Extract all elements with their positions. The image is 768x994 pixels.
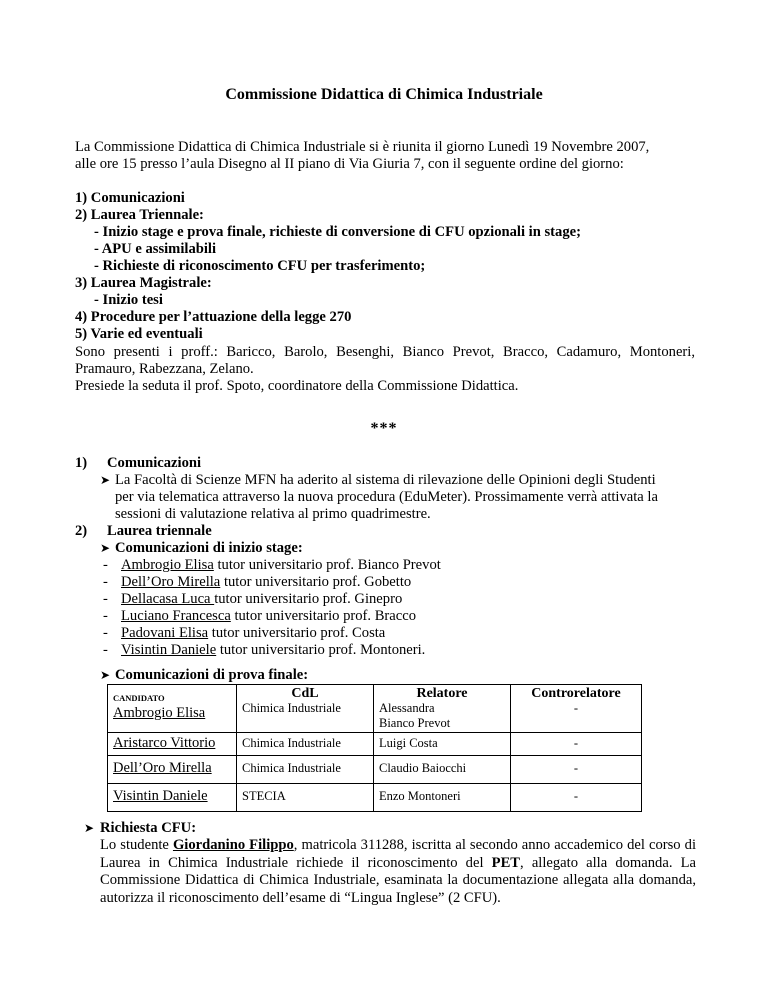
student-name: Dell’Oro Mirella (121, 574, 221, 590)
section-1-text-line-3: sessioni di valutazione relativa al primo quadrimestre. (115, 506, 431, 522)
student-name: Visintin Daniele (121, 642, 217, 658)
presence-line-1: Sono presenti i proff.: Baricco, Barolo, Besenghi, Bianco Prevot, Bracco, Cadamuro, Montoneri, (75, 344, 695, 360)
agenda-subitem: - Inizio tesi (94, 292, 163, 308)
candidate-name: Ambrogio Elisa (113, 705, 206, 721)
presence-line-2: Pramauro, Rabezzana, Zelano. (75, 361, 254, 377)
agenda-item-1: 1) Comunicazioni (75, 190, 185, 206)
stage-item (121, 557, 441, 574)
stage-item: - (103, 591, 108, 607)
controrelatore-cell: - (511, 756, 642, 784)
final-exam-table (107, 684, 642, 812)
controrelatore-cell: - (511, 784, 642, 812)
stage-item (121, 574, 411, 591)
table-header-row (108, 685, 642, 733)
candidate-name: Dell’Oro Mirella (108, 756, 237, 784)
stage-item (121, 608, 416, 625)
agenda-subitem: - Inizio stage e prova finale, richieste di conversione di CFU opzionali in stage; (94, 224, 581, 240)
relatore-line: Bianco Prevot (379, 716, 451, 730)
cfu-text: , allegato alla domanda. La Commissione Didattica di Chimica Industriale, esaminata la documentazione allegata alla domanda, autorizza il riconoscimento dell’esame di “Lingua Inglese” (2 CFU). (100, 854, 696, 906)
controrelatore-cell: - (573, 701, 579, 715)
table-row (108, 756, 642, 784)
section-2-number: 2) (75, 523, 88, 539)
cfu-text: , matricola 311288, iscritta al secondo anno accademico del corso di Laurea in Chimica Industriale richiede il riconoscimento del (100, 837, 697, 871)
section-2-heading: Laurea triennale (107, 523, 212, 539)
table-row (108, 784, 642, 812)
stage-heading: Comunicazioni di inizio stage: (115, 540, 303, 556)
agenda-subitem: - Richieste di riconoscimento CFU per trasferimento; (94, 258, 426, 274)
section-1-text-line-2: per via telematica attraverso la nuova procedura (EduMeter). Prossimamente verrà attivata la (115, 489, 658, 505)
candidate-name: Aristarco Vittorio (108, 733, 237, 756)
agenda-item-4: 4) Procedure per l’attuazione della legge 270 (75, 309, 352, 325)
stage-tutor: tutor universitario prof. Gobetto (220, 574, 412, 590)
agenda-item-2: 2) Laurea Triennale: (75, 207, 204, 223)
arrow-bullet-icon: ➤ (100, 668, 111, 682)
table-header-cell: CANDIDATO Ambrogio Elisa (108, 685, 237, 733)
stage-item: - (103, 557, 108, 573)
intro-line-1: La Commissione Didattica di Chimica Industriale si è riunita il giorno Lunedì 19 Novembre 2007, (75, 139, 650, 155)
relatore-cell: Enzo Montoneri (374, 784, 511, 812)
cfu-paragraph (100, 837, 696, 907)
stage-item: - (103, 574, 108, 590)
final-exam-heading: Comunicazioni di prova finale: (115, 667, 309, 683)
student-name: Luciano Francesca (121, 608, 231, 624)
cdl-cell: STECIA (237, 784, 374, 812)
agenda-item-3: 3) Laurea Magistrale: (75, 275, 212, 291)
arrow-bullet-icon: ➤ (84, 821, 95, 835)
arrow-bullet-icon: ➤ (100, 541, 111, 555)
presence-line-3: Presiede la seduta il prof. Spoto, coordinatore della Commissione Didattica. (75, 378, 519, 394)
relatore-line: Alessandra (379, 701, 435, 715)
stage-tutor: tutor universitario prof. Bracco (230, 608, 417, 624)
arrow-bullet-icon: ➤ (100, 473, 111, 487)
stage-tutor: tutor universitario prof. Costa (208, 625, 386, 641)
student-name: Giordanino Filippo (172, 837, 294, 853)
cfu-text: Lo studente (100, 837, 173, 853)
stage-tutor: tutor universitario prof. Ginepro (214, 591, 403, 607)
student-name: Ambrogio Elisa (121, 557, 214, 573)
student-name: Padovani Elisa (121, 625, 209, 641)
table-header-cell: Relatore Alessandra Bianco Prevot (374, 685, 511, 733)
cdl-cell: Chimica Industriale (242, 701, 341, 715)
candidate-name: Visintin Daniele (108, 784, 237, 812)
stage-item (121, 591, 402, 608)
stage-item (121, 625, 385, 642)
cdl-cell: Chimica Industriale (237, 756, 374, 784)
table-header-cell: CdL Chimica Industriale (237, 685, 374, 733)
agenda-subitem: - APU e assimilabili (94, 241, 217, 257)
student-name: Dellacasa Luca (121, 591, 215, 607)
stage-tutor: tutor universitario prof. Montoneri. (216, 642, 426, 658)
stage-item: - (103, 608, 108, 624)
table-row (108, 733, 642, 756)
relatore-cell: Luigi Costa (374, 733, 511, 756)
cdl-cell: Chimica Industriale (237, 733, 374, 756)
controrelatore-cell: - (511, 733, 642, 756)
section-1-text-line-1: La Facoltà di Scienze MFN ha aderito al sistema di rilevazione delle Opinioni degli Studenti (115, 472, 656, 488)
stage-item (121, 642, 425, 659)
stage-item: - (103, 642, 108, 658)
table-header-cell: Controrelatore - (511, 685, 642, 733)
intro-line-2: alle ore 15 presso l’aula Disegno al II piano di Via Giuria 7, con il seguente ordine del giorno: (75, 156, 624, 172)
cfu-heading: Richiesta CFU: (100, 820, 197, 836)
stage-item: - (103, 625, 108, 641)
pet-label: PET (491, 854, 521, 871)
section-1-number: 1) (75, 455, 88, 471)
document-title: Commissione Didattica di Chimica Industriale (225, 86, 543, 103)
agenda-item-5: 5) Varie ed eventuali (75, 326, 203, 342)
section-1-heading: Comunicazioni (107, 455, 202, 471)
stage-tutor: tutor universitario prof. Bianco Prevot (213, 557, 441, 573)
section-separator: *** (370, 420, 398, 437)
relatore-cell: Claudio Baiocchi (374, 756, 511, 784)
